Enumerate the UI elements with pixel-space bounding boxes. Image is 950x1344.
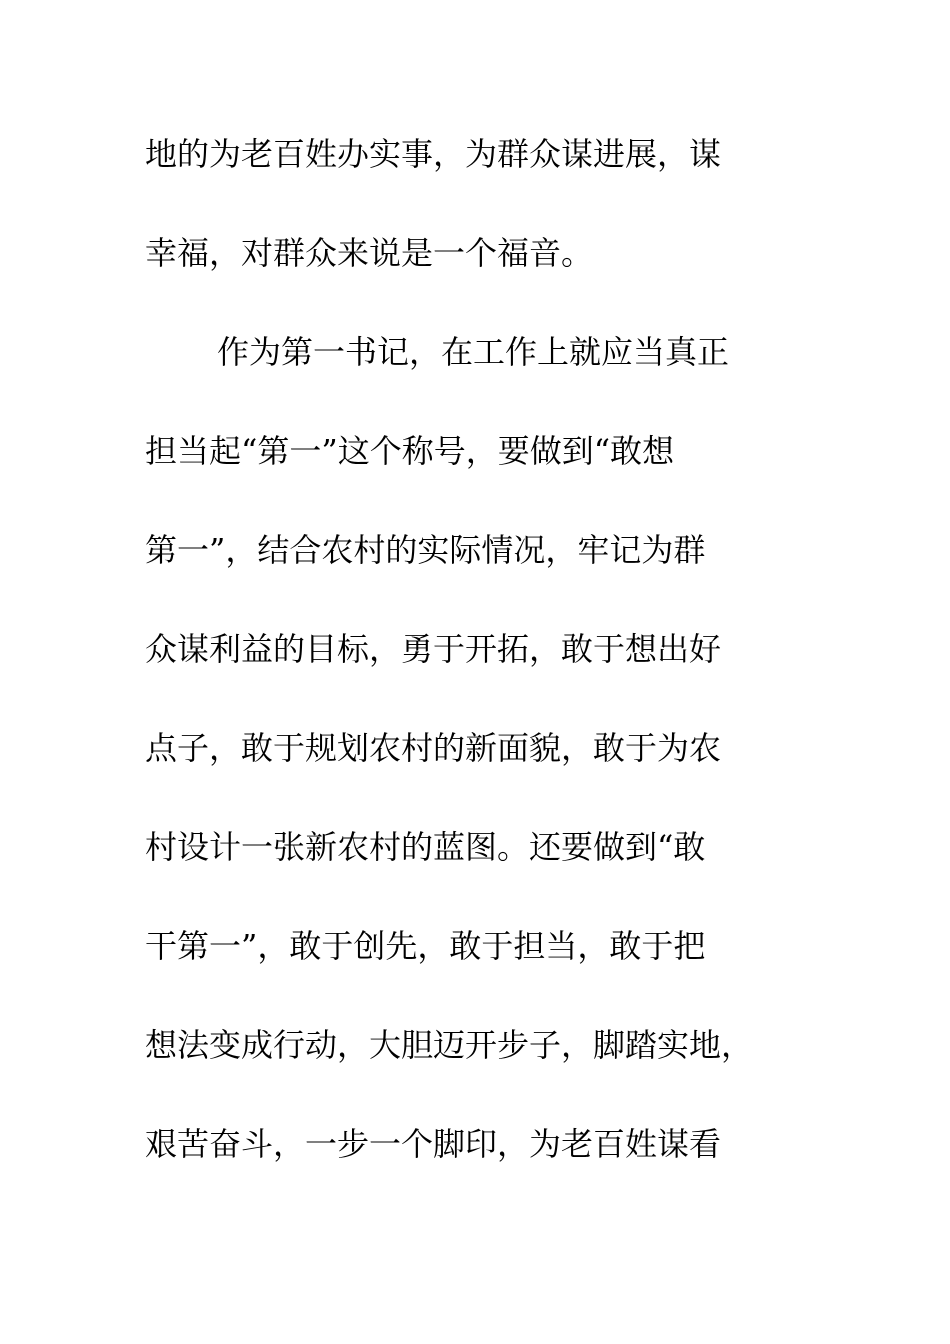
text-line-4: 担当起“第一”这个称号，要做到“敢想: [145, 432, 675, 470]
text-line-9: 干第一”，敢于创先，敢于担当，敢于把: [145, 927, 706, 965]
text-line-6: 众谋利益的目标，勇于开拓，敢于想出好: [145, 630, 722, 668]
text-line-5: 第一”，结合农村的实际情况，牢记为群: [145, 531, 706, 569]
text-line-11: 艰苦奋斗，一步一个脚印，为老百姓谋看: [145, 1125, 722, 1163]
text-line-10: 想法变成行动，大胆迈开步子，脚踏实地，: [145, 1026, 754, 1064]
text-line-1: 地的为老百姓办实事，为群众谋进展，谋: [145, 135, 722, 173]
text-line-2: 幸福，对群众来说是一个福音。: [145, 234, 594, 272]
paragraph-start-line: 作为第一书记，在工作上就应当真正: [217, 333, 730, 371]
text-line-7: 点子，敢于规划农村的新面貌，敢于为农: [145, 729, 722, 767]
text-line-8: 村设计一张新农村的蓝图。还要做到“敢: [145, 828, 706, 866]
